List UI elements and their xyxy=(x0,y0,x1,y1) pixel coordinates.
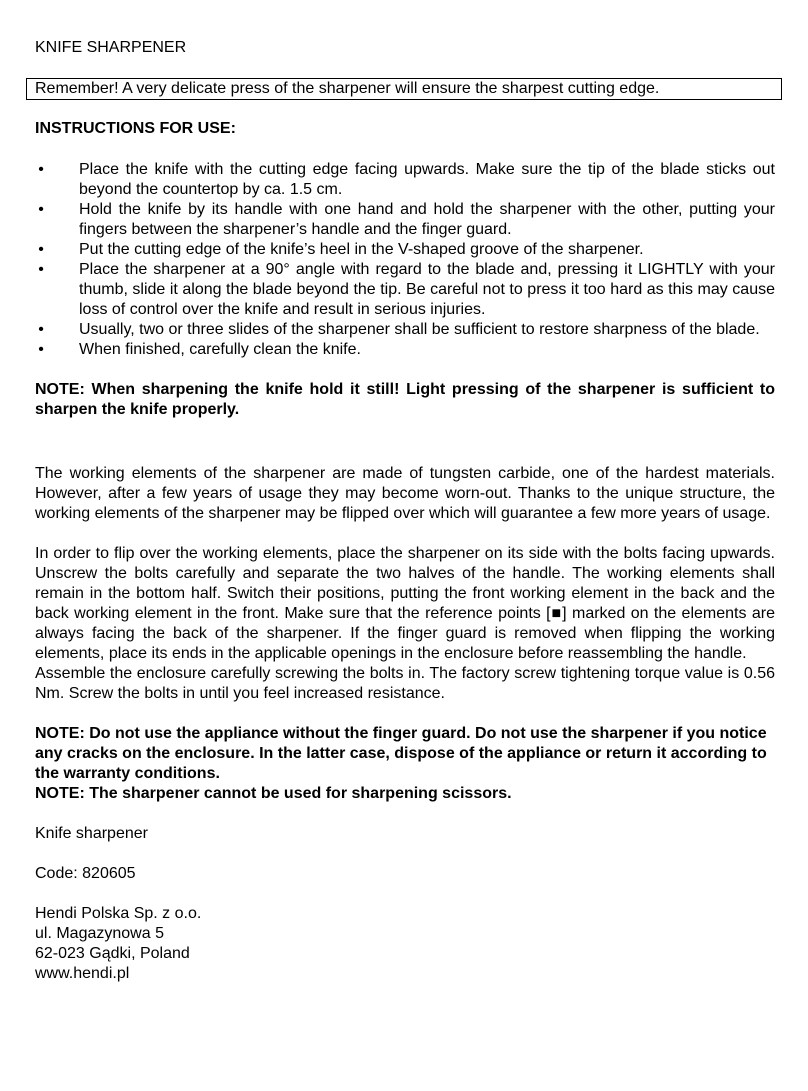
instruction-step xyxy=(35,160,775,200)
note-hold-still: NOTE: When sharpening the knife hold it still! Light pressing of the sharpener is sufficient to sharpen the knife properly. xyxy=(35,381,775,418)
document-page xyxy=(35,38,775,984)
paragraph-flip-elements: In order to flip over the working elements, place the sharpener on its side with the bolts facing upwards. Unscrew the bolts carefully and separate the two halves of the handle. The working elements shall remain in the bottom half. Switch their positions, putting the front working element in the back and the back working element in the front. Make sure that the reference points [■] marked on the elements are always facing the back of the sharpener. If the finger guard is removed when flipping the working elements, place its ends in the applicable openings in the enclosure before reassembling the handle. xyxy=(35,545,775,662)
remember-callout-box: Remember! A very delicate press of the sharpener will ensure the sharpest cutting edge. xyxy=(26,78,782,100)
product-code: Code: 820605 xyxy=(35,865,136,882)
instruction-step-text: Hold the knife by its handle with one hand and hold the sharpener with the other, putting your fingers between the sharpener’s handle and the finger guard. xyxy=(79,201,775,238)
note-scissors: NOTE: The sharpener cannot be used for sharpening scissors. xyxy=(35,785,512,802)
bullet-icon: • xyxy=(38,341,44,358)
bullet-icon: • xyxy=(38,161,44,178)
paragraph-assemble: Assemble the enclosure carefully screwing the bolts in. The factory screw tightening torque value is 0.56 Nm. Screw the bolts in until you feel increased resistance. xyxy=(35,665,775,702)
document-title: KNIFE SHARPENER xyxy=(35,39,187,56)
company-city: 62-023 Gądki, Poland xyxy=(35,945,190,962)
bullet-icon: • xyxy=(38,321,44,338)
company-street: ul. Magazynowa 5 xyxy=(35,925,164,942)
instruction-step-text: When finished, carefully clean the knife. xyxy=(79,341,361,358)
instruction-step xyxy=(35,260,775,320)
instruction-step xyxy=(35,200,775,240)
note-finger-guard: NOTE: Do not use the appliance without the finger guard. Do not use the sharpener if you notice any cracks on the enclosure. In the latter case, dispose of the appliance or return it according to the warranty conditions. xyxy=(35,725,767,782)
company-name: Hendi Polska Sp. z o.o. xyxy=(35,905,202,922)
product-name: Knife sharpener xyxy=(35,825,148,842)
paragraph-working-elements: The working elements of the sharpener are made of tungsten carbide, one of the hardest materials. However, after a few years of usage they may become worn-out. Thanks to the unique structure, the working elements of the sharpener may be flipped over which will guarantee a few more years of usage. xyxy=(35,465,775,522)
instruction-step-text: Put the cutting edge of the knife’s heel in the V-shaped groove of the sharpener. xyxy=(79,241,644,258)
instruction-step xyxy=(35,320,775,340)
bullet-icon: • xyxy=(38,201,44,218)
bullet-icon: • xyxy=(38,261,44,278)
instructions-list xyxy=(35,160,775,360)
instruction-step-text: Usually, two or three slides of the sharpener shall be sufficient to restore sharpness of the blade. xyxy=(79,321,760,338)
instruction-step-text: Place the knife with the cutting edge facing upwards. Make sure the tip of the blade sticks out beyond the countertop by ca. 1.5 cm. xyxy=(79,161,775,198)
instruction-step xyxy=(35,240,775,260)
company-website: www.hendi.pl xyxy=(35,965,130,982)
bullet-icon: • xyxy=(38,241,44,258)
instruction-step-text: Place the sharpener at a 90° angle with regard to the blade and, pressing it LIGHTLY with your thumb, slide it along the blade beyond the tip. Be careful not to press it too hard as this may cause loss of control over the knife and result in serious injuries. xyxy=(79,261,775,318)
instruction-step xyxy=(35,340,775,360)
instructions-heading: INSTRUCTIONS FOR USE: xyxy=(35,120,236,137)
